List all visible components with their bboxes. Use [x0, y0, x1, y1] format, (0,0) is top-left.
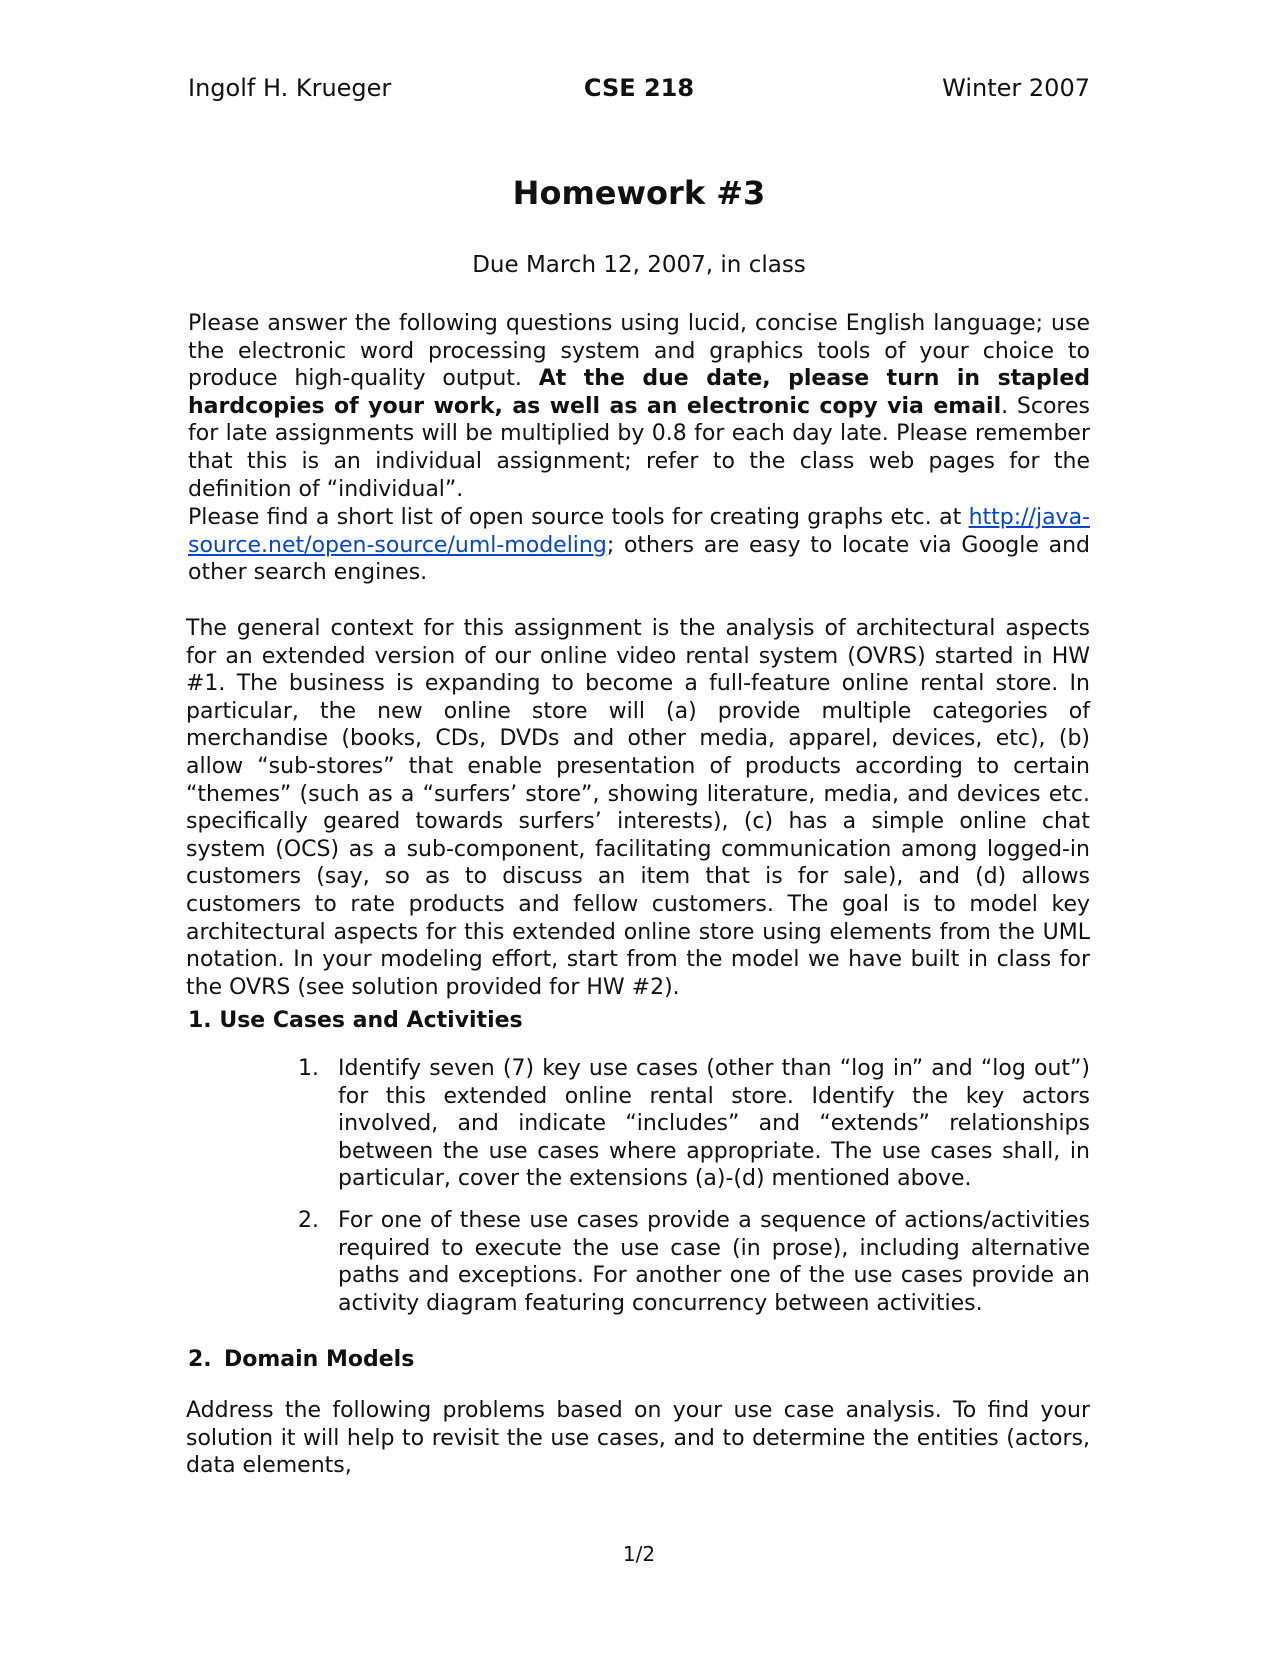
list-item: [298, 1055, 1090, 1193]
intro-paragraph: [188, 310, 1090, 503]
due-date: Due March 12, 2007, in class: [472, 252, 806, 278]
uml-tools-link[interactable]: http://java-source.net/open-source/uml-modeling: [188, 505, 1090, 558]
tools-paragraph: [188, 504, 1090, 587]
tools-text-end: ; others are easy to locate via Google and other search engines.: [188, 532, 1090, 586]
header-author: Ingolf H. Krueger: [188, 74, 392, 102]
page-number: 1/2: [622, 1542, 656, 1566]
intro-text-end: . Scores for late assignments will be multiplied by 0.8 for each day late. Please remember that this is an individual assignment; refer to the class web pages for the definition of “individual”.: [188, 393, 1090, 502]
list-item-text: For one of these use cases provide a sequence of actions/activities required to execute the use case (in prose), including alternative paths and exceptions. For another one of the use cases provide an activity diagram featuring concurrency between activities.: [338, 1208, 1090, 1316]
list-item-number: 1.: [298, 1056, 319, 1081]
page-title: Homework #3: [512, 174, 766, 212]
section-title: Domain Models: [224, 1347, 415, 1372]
page-header: [188, 74, 1090, 104]
header-course: CSE 218: [583, 74, 695, 102]
list-item: [298, 1207, 1090, 1317]
section-heading-use-cases: 1. Use Cases and Activities: [188, 1008, 523, 1033]
intro-bold-instruction: At the due date, please turn in stapled hardcopies of your work, as well as an electronic copy via email: [188, 366, 1090, 419]
header-term: Winter 2007: [942, 74, 1090, 102]
list-item-number: 2.: [298, 1208, 319, 1233]
list-item-text: Identify seven (7) key use cases (other than “log in” and “log out”) for this extended online rental store. Identify the key actors involved, and indicate “includes” and “extends” relationships between the use cases where appropriate. The use cases shall, in particular, cover the extensions (a)-(d) mentioned above.: [338, 1056, 1090, 1192]
domain-paragraph: Address the following problems based on your use case analysis. To find your solution it will help to revisit the use cases, and to determine the entities (actors, data elements,: [186, 1398, 1090, 1479]
intro-text-start: Please answer the following questions using lucid, concise English language; use the electronic word processing system and graphics tools of your choice to produce high-quality output.: [188, 311, 1090, 392]
section-heading-domain-models: [188, 1347, 414, 1372]
tools-text-start: Please find a short list of open source tools for creating graphs etc. at: [188, 505, 969, 530]
section-number: 2.: [188, 1347, 212, 1372]
context-paragraph: The general context for this assignment is the analysis of architectural aspects for an extended version of our online video rental system (OVRS) started in HW #1. The business is expanding to become a full-feature online rental store. In particular, the new online store will (a) provide multiple categories of merchandise (books, CDs, DVDs and other media, apparel, devices, etc), (b) allow “sub-stores” that enable presentation of products according to certain “themes” (such as a “surfers’ store”, showing literature, media, and devices etc. specifically geared towards surfers’ interests), (c) has a simple online chat system (OCS) as a sub-component, facilitating communication among logged-in customers (say, so as to discuss an item that is for sale), and (d) allows customers to rate products and fellow customers. The goal is to model key architectural aspects for this extended online store using elements from the UML notation. In your modeling effort, start from the model we have built in class for the OVRS (see solution provided for HW #2).: [186, 616, 1090, 1000]
